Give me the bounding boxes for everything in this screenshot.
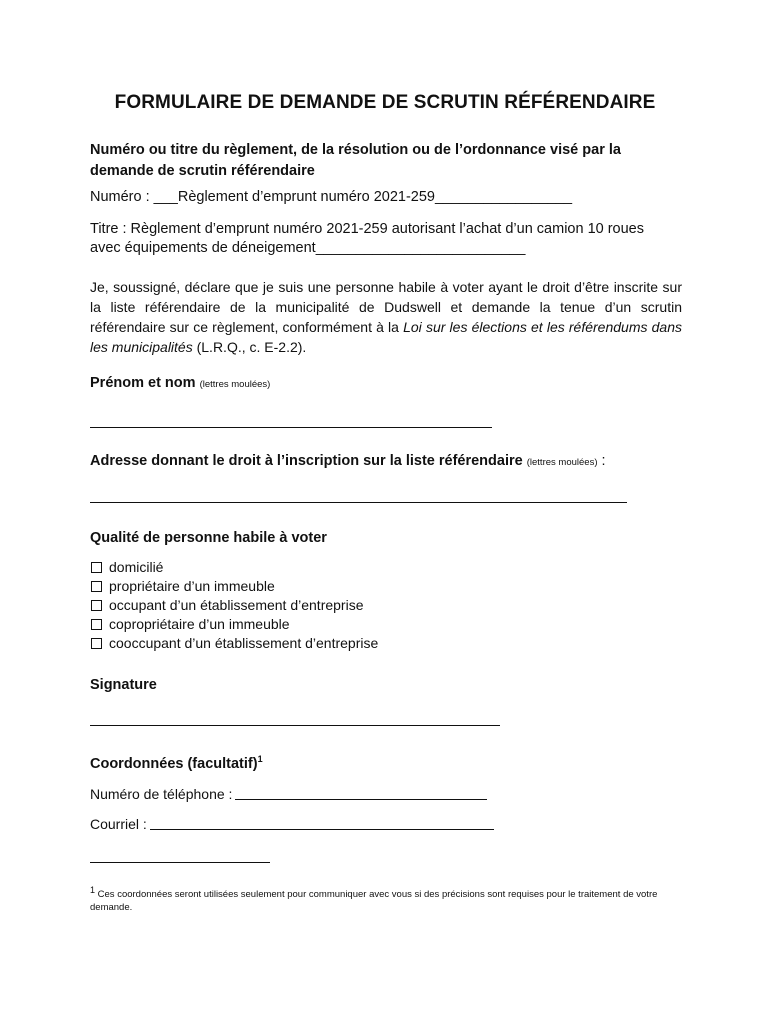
declaration-paragraph <box>90 277 682 357</box>
checkbox-label: cooccupant d’un établissement d’entreprise <box>109 635 379 651</box>
address-label-text: Adresse donnant le droit à l’inscription sur la liste référendaire <box>90 453 523 469</box>
address-input-line[interactable] <box>90 502 627 503</box>
email-label: Courriel : <box>90 816 147 832</box>
checkbox-item-coproprietaire[interactable] <box>90 615 378 634</box>
numero-value: ___Règlement d’emprunt numéro 2021-259_________________ <box>153 189 573 205</box>
titre-line2: avec équipements de déneigement__________________________ <box>90 240 526 256</box>
qualite-checklist <box>90 558 378 653</box>
numero-row <box>90 187 572 208</box>
checkbox[interactable] <box>91 600 102 611</box>
checkbox-item-occupant[interactable] <box>90 596 378 615</box>
coordonnees-label-text: Coordonnées (facultatif) <box>90 755 258 772</box>
law-title: Loi sur les élections et les référendums dans les municipalités <box>90 319 682 355</box>
page-title: FORMULAIRE DE DEMANDE DE SCRUTIN RÉFÉRENDAIRE <box>114 92 656 113</box>
checkbox-item-cooccupant[interactable] <box>90 634 378 653</box>
name-input-line[interactable] <box>90 427 492 428</box>
checkbox-label: occupant d’un établissement d’entreprise <box>109 597 364 613</box>
checkbox[interactable] <box>91 619 102 630</box>
reglement-heading-line1: Numéro ou titre du règlement, de la résolution ou de l’ordonnance visé par la <box>90 142 621 158</box>
titre-line1: Titre : Règlement d’emprunt numéro 2021-259 autorisant l’achat d’un camion 10 roues <box>90 221 644 237</box>
email-input-line[interactable] <box>150 829 494 830</box>
checkbox-item-proprietaire[interactable] <box>90 577 378 596</box>
signature-label: Signature <box>90 677 157 693</box>
name-label-text: Prénom et nom <box>90 375 196 391</box>
numero-label: Numéro : <box>90 189 154 205</box>
footnote-reference: 1 <box>257 754 263 764</box>
declaration-part1: Je, soussigné, déclare que je suis une personne habile à voter ayant le droit d’être inscrite sur la liste référendaire de la municipalité de Dudswell et demande la tenue d’un scrutin référendaire sur ce règlement, conformément à la <box>90 279 682 335</box>
phone-input-line[interactable] <box>235 799 487 800</box>
coordonnees-label <box>90 754 263 772</box>
footnote-separator <box>90 862 270 863</box>
address-label <box>90 453 606 469</box>
name-label-note: (lettres moulées) <box>199 379 271 390</box>
reglement-heading <box>90 140 682 182</box>
checkbox-item-domicilie[interactable] <box>90 558 378 577</box>
checkbox-label: domicilié <box>109 559 164 575</box>
reglement-heading-line2: demande de scrutin référendaire <box>90 163 315 179</box>
checkbox[interactable] <box>91 562 102 573</box>
signature-line[interactable] <box>90 725 500 726</box>
checkbox-label: copropriétaire d’un immeuble <box>109 616 290 632</box>
footnote-text: Ces coordonnées seront utilisées seulement pour communiquer avec vous si des précisions sont requises pour le traitement de votre demande. <box>90 889 658 914</box>
name-label <box>90 375 270 391</box>
phone-label: Numéro de téléphone : <box>90 786 233 802</box>
address-label-colon: : <box>601 453 606 469</box>
declaration-part2: (L.R.Q., c. E-2.2). <box>192 339 307 355</box>
address-label-note: (lettres moulées) <box>526 457 598 468</box>
checkbox-label: propriétaire d’un immeuble <box>109 578 275 594</box>
footnote-marker: 1 <box>90 885 96 895</box>
footnote <box>90 884 690 914</box>
checkbox[interactable] <box>91 581 102 592</box>
checkbox[interactable] <box>91 638 102 649</box>
qualite-label: Qualité de personne habile à voter <box>90 530 327 546</box>
